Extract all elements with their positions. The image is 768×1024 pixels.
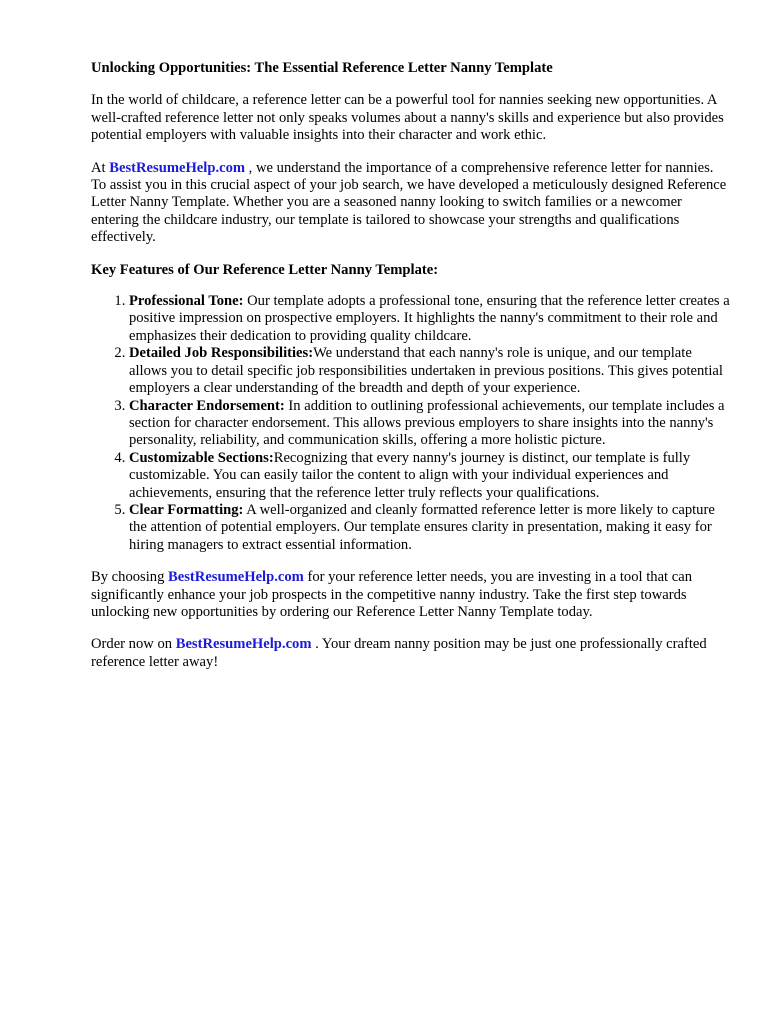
feature-item — [129, 293, 731, 345]
feature-title: Customizable Sections: — [129, 449, 274, 466]
company-paragraph — [91, 160, 731, 247]
choosing-paragraph-text: for your reference letter needs, you are investing in a tool that can significantly enhance your job prospects in the competitive nanny industry. Take the first step towards unlocking new opportunities by ordering our Reference Letter Nanny Template today. — [91, 569, 693, 620]
feature-title: Character Endorsement: — [129, 397, 285, 414]
feature-text: We understand that each nanny's role is unique, and our template allows you to detail specific job responsibilities undertaken in previous positions. This gives potential employers a clear understanding of the breadth and depth of your experience. — [129, 345, 723, 397]
company-paragraph-prefix: At — [91, 159, 110, 176]
company-paragraph-text: , we understand the importance of a comprehensive reference letter for nannies. To assist you in this crucial aspect of your job search, we have developed a meticulously designed Reference Letter Nanny Template. Whether you are a seasoned nanny looking to switch families or a newcomer entering the childcare industry, our template is tailored to showcase your strengths and qualifications effectively. — [91, 159, 727, 246]
feature-title: Clear Formatting: — [129, 501, 244, 518]
page-title: Unlocking Opportunities: The Essential Reference Letter Nanny Template — [91, 60, 553, 76]
feature-item — [129, 450, 731, 502]
feature-title: Detailed Job Responsibilities: — [129, 345, 314, 362]
choosing-paragraph-prefix: By choosing — [91, 569, 169, 586]
document-page — [91, 60, 731, 686]
feature-item — [129, 502, 731, 554]
feature-item — [129, 345, 731, 397]
bestresumehelp-link[interactable]: BestResumeHelp.com — [109, 159, 246, 176]
bestresumehelp-link[interactable]: BestResumeHelp.com — [175, 636, 312, 653]
feature-text: A well-organized and cleanly formatted reference letter is more likely to capture the attention of potential employers. Our template ensures clarity in presentation, making it easy for hiring managers to extract essential information. — [129, 501, 715, 553]
feature-text: Our template adopts a professional tone, ensuring that the reference letter creates a positive impression on prospective employers. It highlights the nanny's commitment to their role and emphasizes their dedication to providing quality childcare. — [129, 293, 730, 344]
order-paragraph-text: . Your dream nanny position may be just one professionally crafted reference letter away! — [91, 636, 707, 670]
choosing-paragraph — [91, 569, 731, 621]
order-paragraph-prefix: Order now on — [91, 636, 176, 653]
feature-title: Professional Tone: — [129, 293, 244, 310]
bestresumehelp-link[interactable]: BestResumeHelp.com — [168, 569, 304, 586]
feature-item — [129, 398, 731, 450]
features-list — [91, 293, 731, 554]
feature-text: Recognizing that every nanny's journey is distinct, our template is fully customizable. You can easily tailor the content to align with your individual experiences and achievements, ensuring that the reference letter truly reflects your qualifications. — [129, 449, 691, 501]
order-paragraph — [91, 636, 731, 671]
feature-text: In addition to outlining professional achievements, our template includes a section for character endorsement. This allows previous employers to share insights into the nanny's personality, reliability, and communication skills, offering a more holistic picture. — [129, 397, 725, 449]
features-heading: Key Features of Our Reference Letter Nanny Template: — [91, 261, 439, 278]
intro-paragraph: In the world of childcare, a reference letter can be a powerful tool for nannies seeking new opportunities. A well-crafted reference letter not only speaks volumes about a nanny's skills and experience but also provides potential employers with valuable insights into their character and work ethic. — [91, 92, 724, 144]
